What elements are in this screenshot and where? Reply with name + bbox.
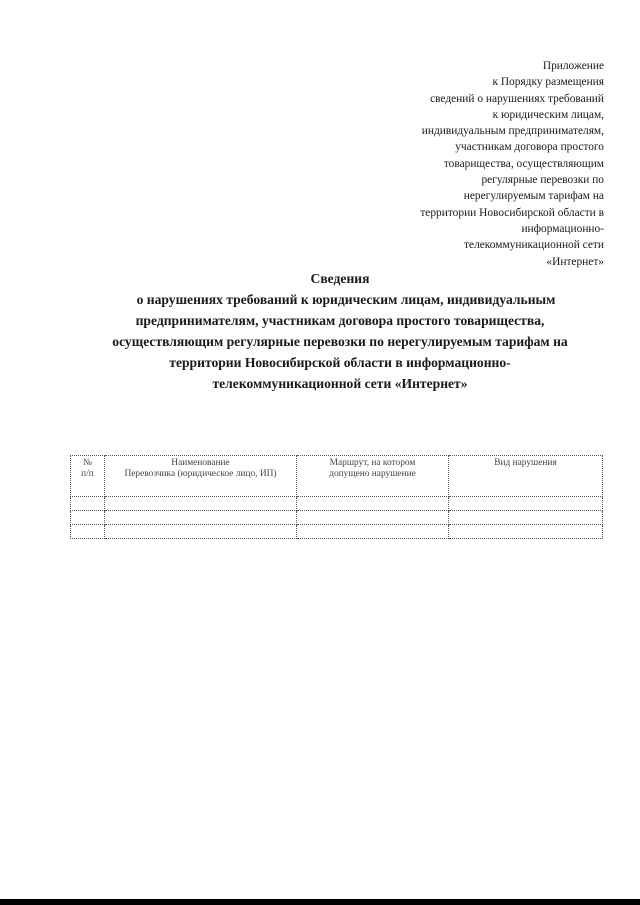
document-title [70, 268, 610, 394]
appendix-line: территории Новосибирской области в [420, 206, 604, 219]
appendix-line: нерегулируемым тарифам на [463, 190, 604, 203]
title-line: предпринимателям, участникам договора простого товарищества, [135, 313, 545, 328]
table-cell [71, 497, 105, 511]
appendix-line: регулярные перевозки по [481, 174, 604, 187]
appendix-line: Приложение [542, 60, 604, 72]
appendix-line: товарищества, осуществляющим [443, 157, 604, 170]
appendix-line: индивидуальным предпринимателям, [421, 125, 604, 138]
appendix-line: информационно- [521, 222, 604, 235]
table-row [71, 525, 603, 539]
scan-edge [0, 899, 640, 905]
table-cell [71, 525, 105, 539]
table-cell [105, 525, 297, 539]
table-cell [449, 525, 603, 539]
table-cell [449, 497, 603, 511]
title-heading: Сведения [310, 271, 370, 286]
title-line: о нарушениях требований к юридическим лицам, индивидуальным [136, 292, 556, 307]
appendix-note [374, 58, 604, 270]
appendix-line: к Порядку размещения [492, 76, 604, 89]
column-header-violation: Вид нарушения [449, 456, 603, 497]
table-cell [297, 497, 449, 511]
appendix-line: сведений о нарушениях требований [430, 92, 604, 105]
appendix-line: к юридическим лицам, [492, 108, 604, 121]
column-header-number: № п/п [71, 456, 105, 497]
table-cell [297, 511, 449, 525]
table-cell [105, 497, 297, 511]
table-header-row [71, 456, 603, 497]
title-line: территории Новосибирской области в информационно- [169, 355, 511, 370]
table-cell [71, 511, 105, 525]
table-row [71, 497, 603, 511]
table-cell [105, 511, 297, 525]
appendix-line: «Интернет» [546, 255, 604, 268]
title-line: телекоммуникационной сети «Интернет» [212, 376, 468, 391]
appendix-line: участникам договора простого [455, 141, 604, 154]
title-line: осуществляющим регулярные перевозки по нерегулируемым тарифам на [112, 334, 568, 349]
column-header-route: Маршрут, на котором допущено нарушение [297, 456, 449, 497]
column-header-carrier: Наименование Перевозчика (юридическое лицо, ИП) [105, 456, 297, 497]
table-cell [449, 511, 603, 525]
table-cell [297, 525, 449, 539]
table-row [71, 511, 603, 525]
appendix-line: телекоммуникационной сети [464, 239, 604, 252]
violations-table [70, 455, 602, 539]
